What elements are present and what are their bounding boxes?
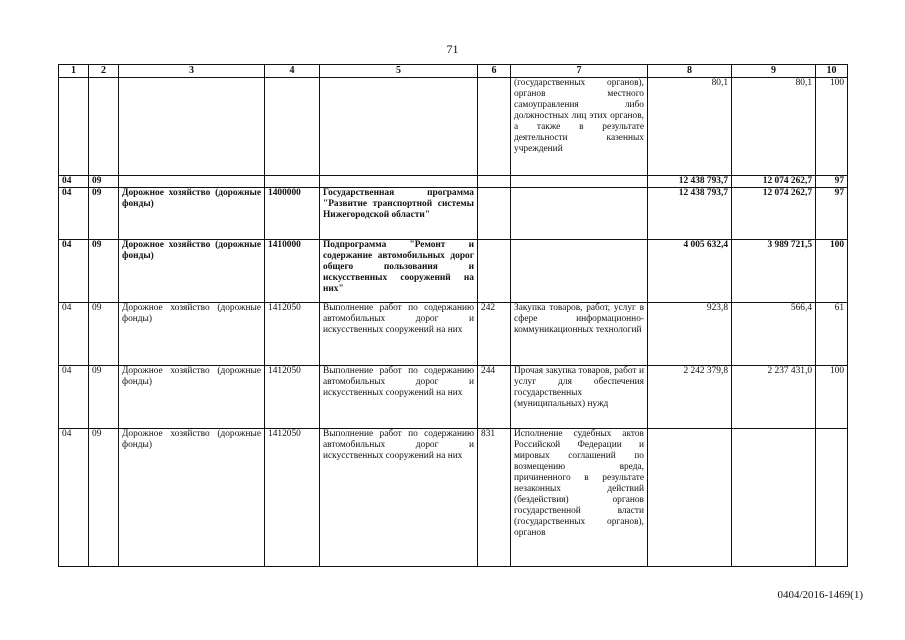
expense-type-name	[511, 240, 648, 303]
subsection-code: 09	[89, 188, 119, 240]
expense-type-code: 244	[478, 366, 511, 429]
section-code: 04	[59, 188, 89, 240]
table-row	[59, 78, 848, 176]
target-article-code	[265, 176, 320, 188]
execution-percent: 61	[816, 303, 848, 366]
execution-percent: 100	[816, 78, 848, 176]
expense-type-name: (государственных органов), органов местного самоуправления либо должностных лиц этих органов, а также в результате деятельности казенных учреждений	[511, 78, 648, 176]
target-article-name	[320, 78, 478, 176]
target-article-name: Подпрограмма "Ремонт и содержание автомобильных дорог общего пользования и искусственных сооружений на них"	[320, 240, 478, 303]
planned-amount: 12 438 793,7	[648, 188, 732, 240]
expense-type-code: 831	[478, 429, 511, 567]
header-cell-8: 8	[648, 65, 732, 78]
subsection-code	[89, 78, 119, 176]
planned-amount: 2 242 379,8	[648, 366, 732, 429]
table-row	[59, 188, 848, 240]
section-code: 04	[59, 303, 89, 366]
target-article-name: Выполнение работ по содержанию автомобильных дорог и искусственных сооружений на них	[320, 303, 478, 366]
executed-amount: 12 074 262,7	[732, 176, 816, 188]
table-row	[59, 429, 848, 567]
section-name: Дорожное хозяйство (дорожные фонды)	[119, 303, 265, 366]
executed-amount: 12 074 262,7	[732, 188, 816, 240]
subsection-code: 09	[89, 303, 119, 366]
executed-amount: 2 237 431,0	[732, 366, 816, 429]
header-cell-6: 6	[478, 65, 511, 78]
planned-amount: 4 005 632,4	[648, 240, 732, 303]
subsection-code: 09	[89, 366, 119, 429]
target-article-name: Выполнение работ по содержанию автомобильных дорог и искусственных сооружений на них	[320, 366, 478, 429]
expense-type-name	[511, 176, 648, 188]
table-row	[59, 366, 848, 429]
section-code: 04	[59, 176, 89, 188]
header-cell-1: 1	[59, 65, 89, 78]
planned-amount: 923,8	[648, 303, 732, 366]
section-name: Дорожное хозяйство (дорожные фонды)	[119, 429, 265, 567]
section-code	[59, 78, 89, 176]
table-row	[59, 303, 848, 366]
executed-amount	[732, 429, 816, 567]
execution-percent	[816, 429, 848, 567]
header-cell-3: 3	[119, 65, 265, 78]
planned-amount: 80,1	[648, 78, 732, 176]
target-article-code: 1412050	[265, 366, 320, 429]
executed-amount: 80,1	[732, 78, 816, 176]
expense-type-name: Исполнение судебных актов Российской Федерации и мировых соглашений по возмещению вреда, причиненного в результате незаконных действий (бездействия) органов государственной власти (государственных органов), органов	[511, 429, 648, 567]
expense-type-code	[478, 78, 511, 176]
execution-percent: 100	[816, 240, 848, 303]
target-article-code	[265, 78, 320, 176]
expense-type-code	[478, 240, 511, 303]
target-article-code: 1412050	[265, 303, 320, 366]
header-cell-5: 5	[320, 65, 478, 78]
header-cell-9: 9	[732, 65, 816, 78]
expense-type-code	[478, 188, 511, 240]
execution-percent: 97	[816, 188, 848, 240]
planned-amount: 12 438 793,7	[648, 176, 732, 188]
table-row	[59, 176, 848, 188]
planned-amount	[648, 429, 732, 567]
executed-amount: 566,4	[732, 303, 816, 366]
header-row	[59, 65, 848, 78]
subsection-code: 09	[89, 240, 119, 303]
budget-table	[58, 64, 848, 567]
expense-type-name: Прочая закупка товаров, работ и услуг для обеспечения государственных (муниципальных) нужд	[511, 366, 648, 429]
target-article-code: 1412050	[265, 429, 320, 567]
expense-type-name	[511, 188, 648, 240]
execution-percent: 100	[816, 366, 848, 429]
expense-type-code: 242	[478, 303, 511, 366]
header-cell-10: 10	[816, 65, 848, 78]
section-name	[119, 176, 265, 188]
section-code: 04	[59, 429, 89, 567]
table-row	[59, 240, 848, 303]
expense-type-code	[478, 176, 511, 188]
target-article-name: Выполнение работ по содержанию автомобильных дорог и искусственных сооружений на них	[320, 429, 478, 567]
target-article-code: 1410000	[265, 240, 320, 303]
section-code: 04	[59, 366, 89, 429]
target-article-code: 1400000	[265, 188, 320, 240]
section-name	[119, 78, 265, 176]
executed-amount: 3 989 721,5	[732, 240, 816, 303]
header-cell-4: 4	[265, 65, 320, 78]
section-code: 04	[59, 240, 89, 303]
page-number: 71	[446, 42, 459, 56]
subsection-code: 09	[89, 176, 119, 188]
target-article-name	[320, 176, 478, 188]
expense-type-name: Закупка товаров, работ, услуг в сфере информационно-коммуникационных технологий	[511, 303, 648, 366]
section-name: Дорожное хозяйство (дорожные фонды)	[119, 188, 265, 240]
header-cell-2: 2	[89, 65, 119, 78]
document-code: 0404/2016-1469(1)	[777, 589, 863, 601]
execution-percent: 97	[816, 176, 848, 188]
target-article-name: Государственная программа "Развитие транспортной системы Нижегородской области"	[320, 188, 478, 240]
section-name: Дорожное хозяйство (дорожные фонды)	[119, 240, 265, 303]
section-name: Дорожное хозяйство (дорожные фонды)	[119, 366, 265, 429]
header-cell-7: 7	[511, 65, 648, 78]
subsection-code: 09	[89, 429, 119, 567]
